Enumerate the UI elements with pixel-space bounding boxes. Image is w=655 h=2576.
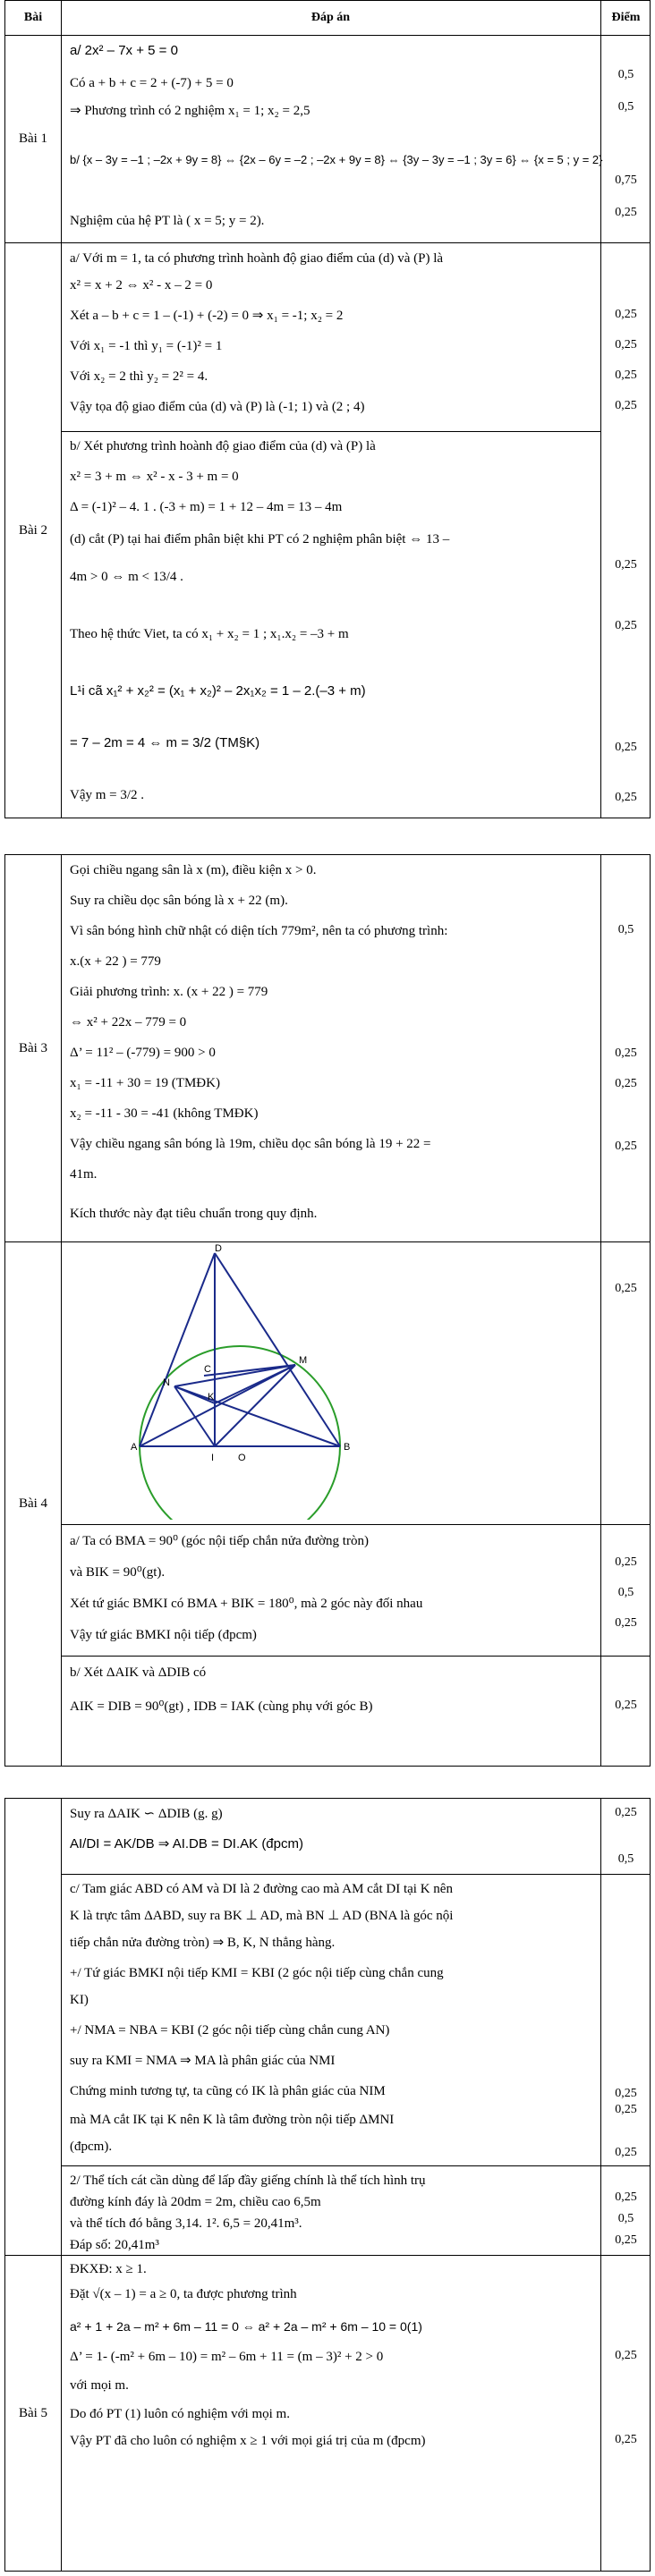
bai4-d-score: 0,25 <box>615 2190 637 2204</box>
bai5-score: 0,25 <box>615 2433 637 2446</box>
bai2-label: Bài 2 <box>5 243 62 818</box>
bai3-line: Gọi chiều ngang sân là x (m), điều kiện x > 0. <box>70 863 317 877</box>
bai3-score: 0,25 <box>615 1140 637 1153</box>
header-dap-an: Đáp án <box>310 11 351 24</box>
geometry-figure <box>61 1242 600 1520</box>
label-k: K <box>208 1392 215 1402</box>
bai4-b-line: AIK = DIB = 90⁰(gt) , IDB = IAK (cùng phụ với góc B) <box>70 1699 373 1714</box>
bai2-score: 0,25 <box>615 558 637 572</box>
bai2-score: 0,25 <box>615 399 637 412</box>
label-i: I <box>211 1453 215 1463</box>
bai4-c-score: 0,25 <box>615 2103 637 2116</box>
bai4-a-line: và BIK = 90⁰(gt). <box>70 1565 166 1580</box>
label-b: B <box>344 1442 351 1453</box>
bai4-label: Bài 4 <box>5 1242 62 1766</box>
label-c: C <box>204 1364 211 1375</box>
answer-table-3 <box>4 1798 651 2572</box>
label-n: N <box>163 1377 170 1388</box>
bai4-c-line: mà MA cắt IK tại K nên K là tâm đường tròn nội tiếp ΔMNI <box>70 2113 395 2127</box>
bai1-line1: a/ 2x² – 7x + 5 = 0 <box>70 43 178 58</box>
bai4-a-line: a/ Ta có BMA = 90⁰ (góc nội tiếp chắn nửa đường tròn) <box>70 1534 369 1548</box>
bai3-line: ⇔ x² + 22x – 779 = 0 <box>70 1015 187 1030</box>
bai5-row <box>5 2255 650 2571</box>
bai4-c-line: tiếp chắn nửa đường tròn) ⇒ B, K, N thẳng hàng. <box>70 1936 336 1950</box>
bai5-line: ĐKXĐ: x ≥ 1. <box>70 2262 147 2276</box>
bai3-line: x₁ = -11 + 30 = 19 (TMĐK) <box>70 1076 220 1090</box>
bai4-cont-score: 0,5 <box>617 1852 634 1866</box>
answer-table-2 <box>4 854 651 1767</box>
bai2-a2: x² = x + 2 ⇔ x² - x – 2 = 0 <box>70 278 213 292</box>
bai2-score: 0,25 <box>615 369 637 382</box>
header-bai: Bài <box>5 1 62 35</box>
bai4-a-line: Xét tứ giác BMKI có BMA + BIK = 180⁰, mà 2 góc này đối nhau <box>70 1597 423 1611</box>
bai2-a5: Với x₂ = 2 thì y₂ = 2² = 4. <box>70 369 208 384</box>
bai4-d-line: Đáp số: 20,41m³ <box>70 2238 159 2252</box>
bai3-label: Bài 3 <box>5 855 62 1241</box>
bai4-c-line: suy ra KMI = NMA ⇒ MA là phân giác của NMI <box>70 2054 336 2068</box>
header-diem: Điểm <box>600 1 651 35</box>
bai4-score: 0,25 <box>615 1699 637 1712</box>
bai1-line4: b/ {x – 3y = –1 ; –2x + 9y = 8} ⇔ {2x – 6y = –2 ; –2x + 9y = 8} ⇔ {3y – 3y = –1 ; 3y = 6} ⇔ {x = 5 ; y = 2} <box>70 153 603 166</box>
bai4-d-score: 0,25 <box>615 2233 637 2247</box>
bai1-line2: Có a + b + c = 2 + (-7) + 5 = 0 <box>70 76 234 90</box>
bai2-a1: a/ Với m = 1, ta có phương trình hoành độ giao điểm của (d) và (P) là <box>70 251 444 266</box>
header-row <box>5 1 650 35</box>
bai1-score1: 0,5 <box>617 68 634 81</box>
bai4-c-line: +/ Tứ giác BMKI nội tiếp KMI = KBI (2 góc nội tiếp cùng chắn cung <box>70 1966 444 1980</box>
bai5-score: 0,25 <box>615 2349 637 2362</box>
bai3-line: Vì sân bóng hình chữ nhật có diện tích 779m², nên ta có phương trình: <box>70 924 448 938</box>
bai1-line3: ⇒ Phương trình có 2 nghiệm x₁ = 1; x₂ = 2,5 <box>70 104 310 118</box>
bai3-score: 0,25 <box>615 1077 637 1090</box>
bai3-line: x₂ = -11 - 30 = -41 (không TMĐK) <box>70 1106 259 1121</box>
bai4-c-line: K là trực tâm ΔABD, suy ra BK ⊥ AD, mà BN ⊥ AD (BNA là góc nội <box>70 1909 454 1923</box>
bai4-c-score: 0,25 <box>615 2146 637 2159</box>
bai4-d-line: và thể tích đó bằng 3,14. 1². 6,5 = 20,41m³. <box>70 2216 302 2231</box>
bai4-score: 0,25 <box>615 1555 637 1569</box>
bai5-line: a² + 1 + 2a – m² + 6m – 11 = 0 ⇔ a² + 2a – m² + 6m – 10 = 0(1) <box>70 2319 422 2334</box>
bai2-b2: x² = 3 + m ⇔ x² - x - 3 + m = 0 <box>70 470 239 484</box>
bai4-score: 0,5 <box>617 1586 634 1599</box>
bai3-line: 41m. <box>70 1167 98 1182</box>
bai4-cont-line: AI/DI = AK/DB ⇒ AI.DB = DI.AK (đpcm) <box>70 1836 303 1852</box>
bai4-cont-score: 0,25 <box>615 1806 637 1819</box>
bai4-c-score: 0,25 <box>615 2087 637 2100</box>
bai2-score: 0,25 <box>615 338 637 352</box>
bai3-score: 0,25 <box>615 1046 637 1060</box>
bai2-b4: (d) cắt (P) tại hai điểm phân biệt khi PT có 2 nghiệm phân biệt ⇔ 13 – <box>70 532 450 547</box>
bai2-b5: 4m > 0 ⇔ m < 13/4 . <box>70 570 183 584</box>
bai3-line: Suy ra chiều dọc sân bóng là x + 22 (m). <box>70 894 288 908</box>
bai2-score: 0,25 <box>615 791 637 804</box>
bai2-b9: Vậy m = 3/2 . <box>70 788 145 802</box>
bai5-line: Đặt √(x – 1) = a ≥ 0, ta được phương trình <box>70 2287 297 2301</box>
bai4-c-line: (đpcm). <box>70 2140 113 2154</box>
bai2-a3: Xét a – b + c = 1 – (-1) + (-2) = 0 ⇒ x₁ = -1; x₂ = 2 <box>70 309 344 323</box>
bai4-d-line: đường kính đáy là 20dm = 2m, chiều cao 6,5m <box>70 2195 321 2209</box>
bai2-score: 0,25 <box>615 741 637 754</box>
bai3-line: Kích thước này đạt tiêu chuẩn trong quy định. <box>70 1207 318 1221</box>
bai1-label: Bài 1 <box>5 36 62 242</box>
bai4-a-line: Vậy tứ giác BMKI nội tiếp (đpcm) <box>70 1628 257 1642</box>
bai4-score: 0,25 <box>615 1282 637 1295</box>
bai2-b3: Δ = (-1)² – 4. 1 . (-3 + m) = 1 + 12 – 4m = 13 – 4m <box>70 500 343 514</box>
bai4-cont-line: Suy ra ΔAIK ∽ ΔDIB (g. g) <box>70 1807 223 1821</box>
bai2-row <box>5 242 650 818</box>
bai3-score: 0,5 <box>617 923 634 936</box>
bai5-line: Vậy PT đã cho luôn có nghiệm x ≥ 1 với mọi giá trị của m (đpcm) <box>70 2434 426 2448</box>
bai4-b-line: b/ Xét ΔAIK và ΔDIB có <box>70 1665 207 1680</box>
label-m: M <box>299 1355 308 1366</box>
bai1-row <box>5 35 650 242</box>
label-a: A <box>131 1442 138 1453</box>
bai5-line: với mọi m. <box>70 2378 129 2393</box>
bai4-cont-row <box>5 1799 650 2255</box>
bai4-c-line: KI) <box>70 1993 89 2007</box>
bai2-b7: L¹i cã x₁² + x₂² = (x₁ + x₂)² – 2x₁x₂ = 1 – 2.(–3 + m) <box>70 683 366 699</box>
bai3-line: Δ’ = 11² – (-779) = 900 > 0 <box>70 1046 216 1060</box>
bai2-score: 0,25 <box>615 308 637 321</box>
bai3-line: Vậy chiều ngang sân bóng là 19m, chiều dọc sân bóng là 19 + 22 = <box>70 1137 431 1151</box>
bai1-line5: Nghiệm của hệ PT là ( x = 5; y = 2). <box>70 214 265 228</box>
bai2-a4: Với x₁ = -1 thì y₁ = (-1)² = 1 <box>70 339 223 353</box>
bai3-line: x.(x + 22 ) = 779 <box>70 954 161 969</box>
bai5-line: Do đó PT (1) luôn có nghiệm với mọi m. <box>70 2407 290 2421</box>
bai4-row <box>5 1241 650 1766</box>
bai4-c-line: Chứng minh tương tự, ta cũng có IK là phân giác của NIM <box>70 2084 386 2098</box>
label-d: D <box>215 1243 222 1254</box>
bai5-line: Δ’ = 1- (-m² + 6m – 10) = m² – 6m + 11 = (m – 3)² + 2 > 0 <box>70 2350 384 2364</box>
bai2-score: 0,25 <box>615 619 637 632</box>
bai3-line: Giải phương trình: x. (x + 22 ) = 779 <box>70 985 268 999</box>
bai2-b6: Theo hệ thức Viet, ta có x₁ + x₂ = 1 ; x₁.x₂ = –3 + m <box>70 627 349 641</box>
bai5-label: Bài 5 <box>5 2256 62 2571</box>
bai4-d-line: 2/ Thể tích cát cần dùng để lấp đầy giếng chính là thể tích hình trụ <box>70 2174 426 2188</box>
bai2-b1: b/ Xét phương trình hoành độ giao điểm của (d) và (P) là <box>70 439 376 453</box>
bai1-score3: 0,75 <box>615 174 637 187</box>
bai4-cont-label <box>5 1799 62 2255</box>
bai4-c-line: c/ Tam giác ABD có AM và DI là 2 đường cao mà AM cắt DI tại K nên <box>70 1882 453 1896</box>
bai4-c-line: +/ NMA = NBA = KBI (2 góc nội tiếp cùng chắn cung AN) <box>70 2023 390 2038</box>
bai1-score2: 0,5 <box>617 100 634 114</box>
bai1-score4: 0,25 <box>615 206 637 219</box>
label-o: O <box>238 1453 246 1463</box>
bai2-b8: = 7 – 2m = 4 ⇔ m = 3/2 (TM§K) <box>70 735 260 750</box>
bai3-row <box>5 855 650 1241</box>
answer-table-1 <box>4 0 651 818</box>
bai4-score: 0,25 <box>615 1616 637 1630</box>
bai4-d-score: 0,5 <box>617 2212 634 2225</box>
bai2-a6: Vậy tọa độ giao điểm của (d) và (P) là (-1; 1) và (2 ; 4) <box>70 400 365 414</box>
